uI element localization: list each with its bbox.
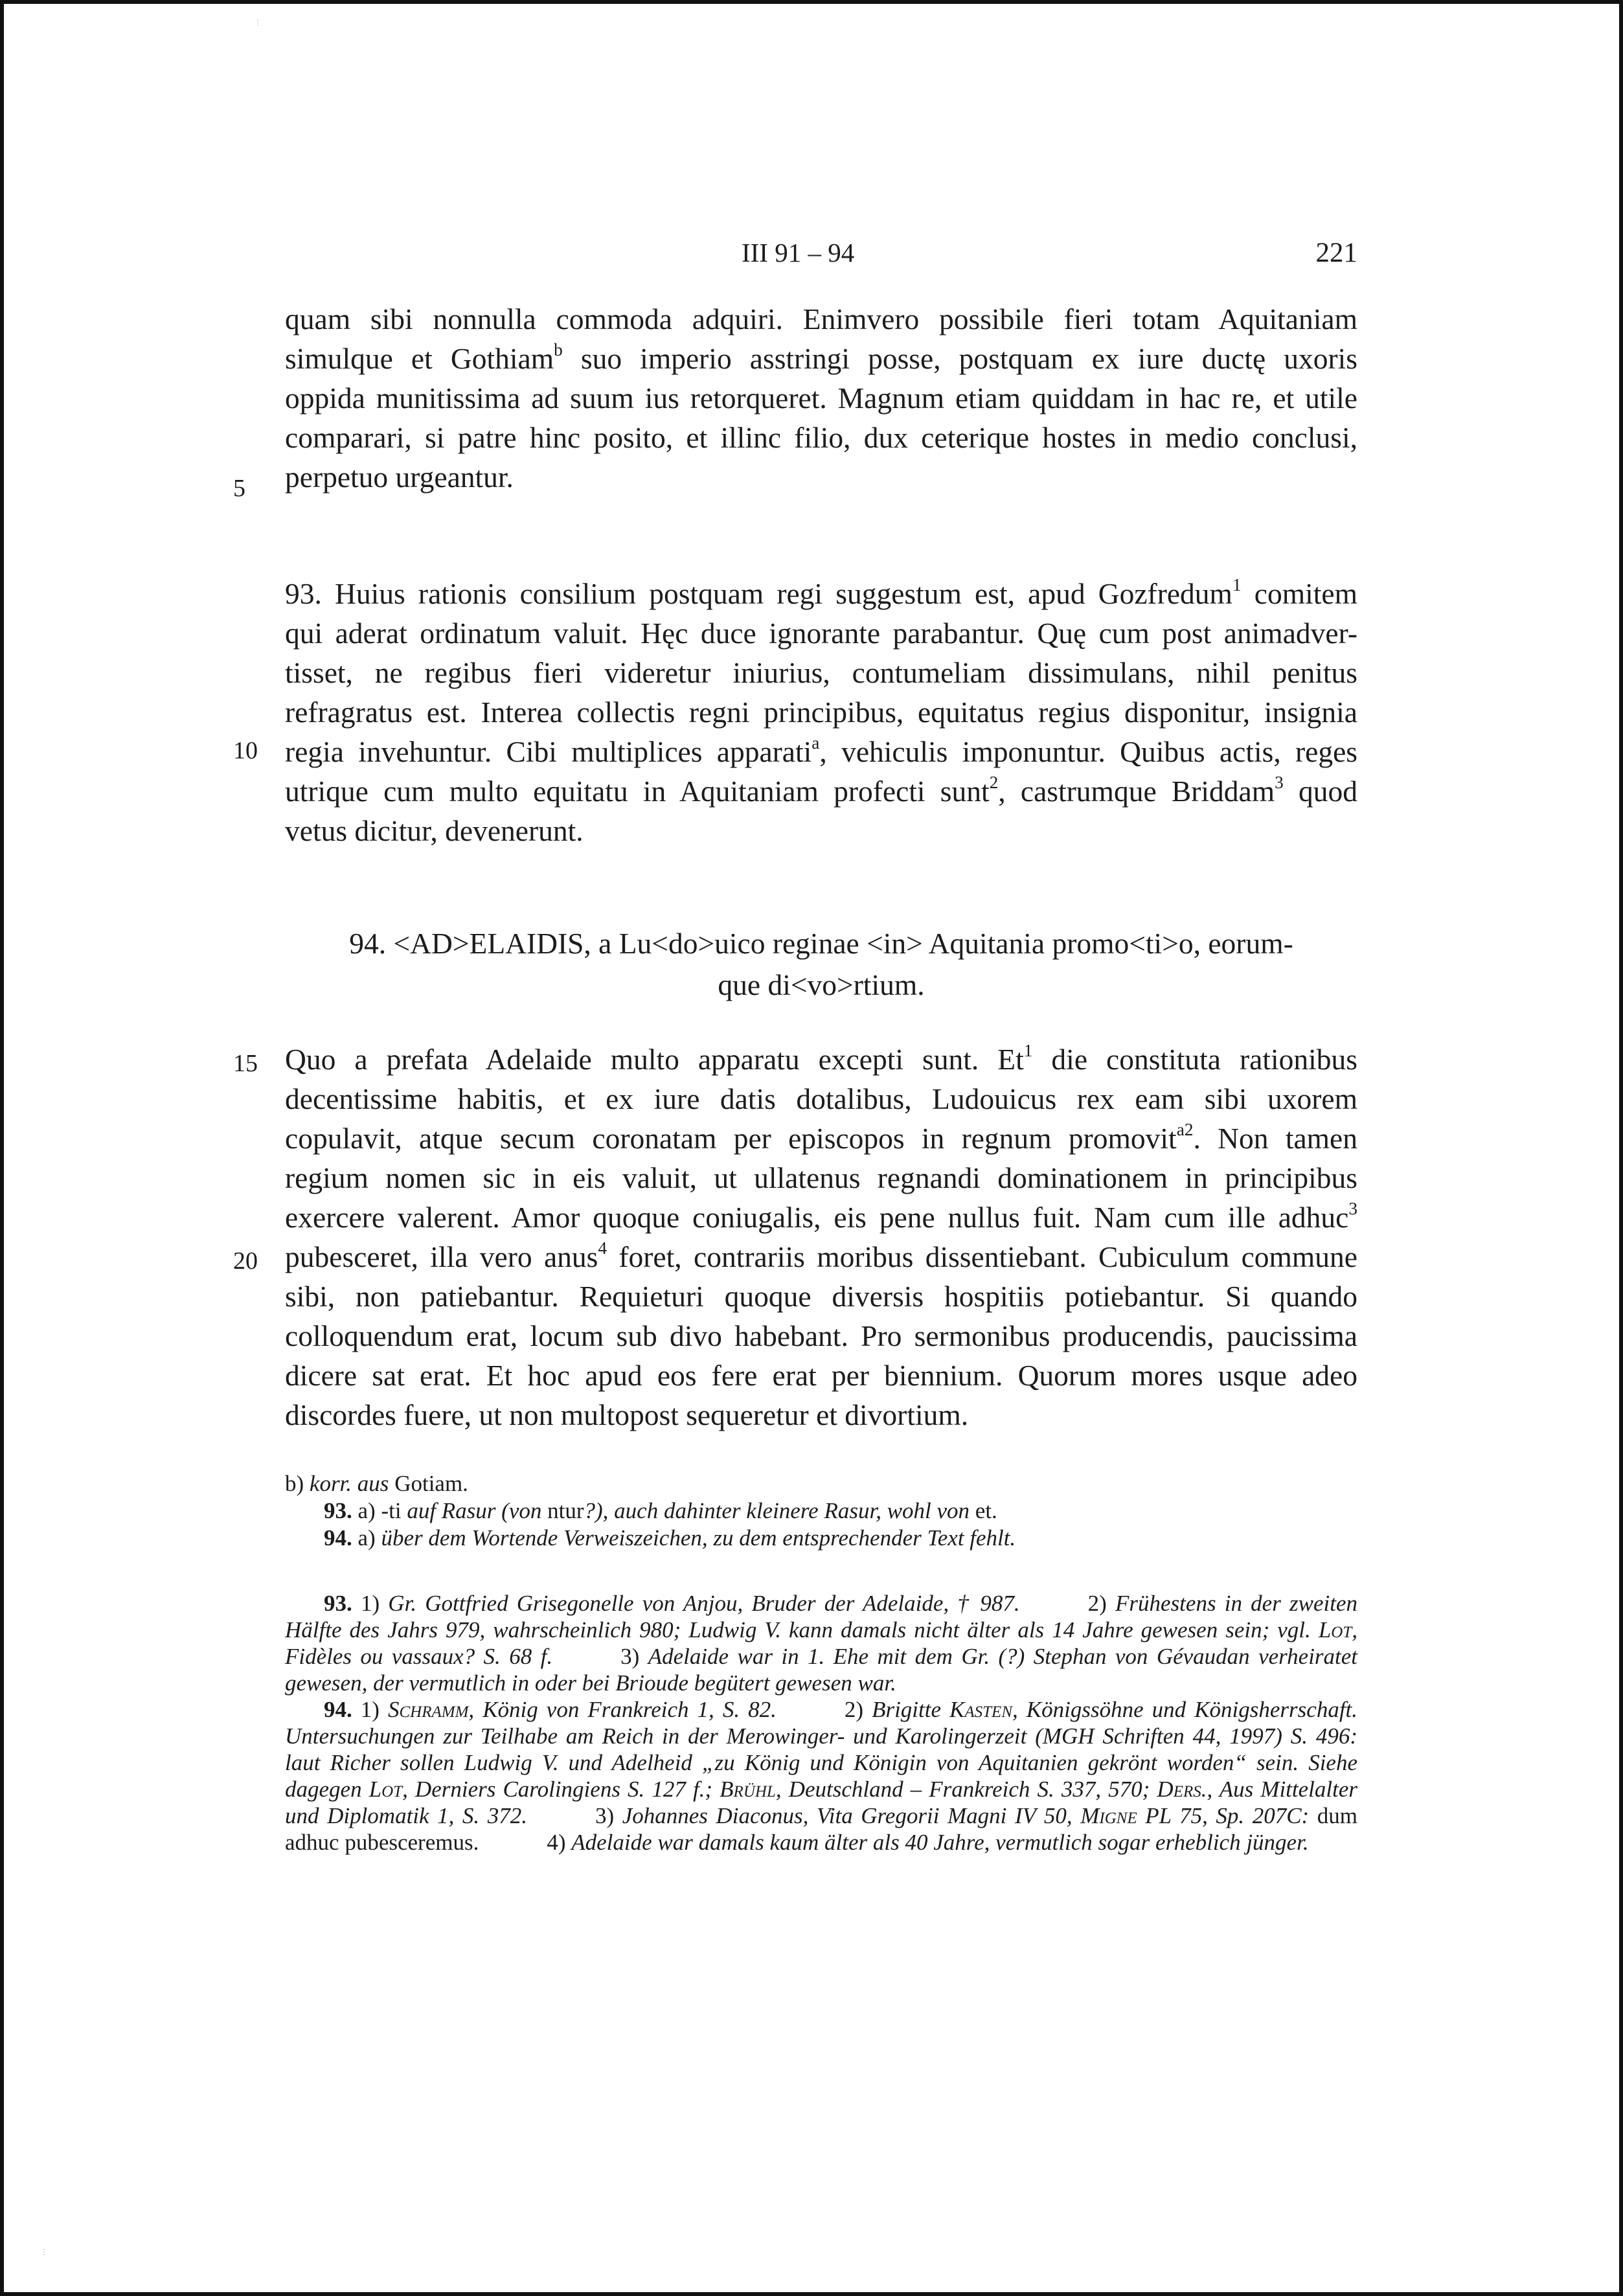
apparatus-note-93: 93. a) -ti auf Rasur (von ntur?), auch dahinter kleinere Rasur, wohl von et. [324, 1498, 997, 1523]
paragraph-92 [285, 299, 1357, 497]
text-line: dicere sat erat. Et hoc apud eos fere erat per biennium. Quorum mores usque adeo [285, 1359, 1357, 1392]
text-line: decentissime habitis, et ex iure datis dotalibus, Ludouicus rex eam sibi uxorem [285, 1082, 1357, 1115]
paragraph-94 [285, 1040, 1357, 1435]
footnotes [285, 1590, 1357, 1856]
text-line: exercere valerent. Amor quoque coniugalis, eis pene nullus fuit. Nam cum ille adhuc$^3$ [285, 1198, 1357, 1234]
footnote-block-94: 94. 1) Schramm, König von Frankreich 1, S. 82. 2) Brigitte Kasten, Königssöhne und Königsherrschaft. Untersuchungen zur Teilhabe am Reich in der Merowinger- und Karolingerzeit (MGH Schriften 44, 1997) S. 496: laut Richer sollen Ludwig V. und Adelheid „zu König und Königin von Aquitanien gekrönt worden“ sein. Siehe dagegen Lot, Derniers Carolingiens S. 127 f.; Brühl, Deutschland – Frankreich S. 337, 570; Ders., Aus Mittelalter und Diplomatik 1, S. 372. 3) Johannes Diaconus, Vita Gregorii Magni IV 50, Migne PL 75, Sp. 207C: dum adhuc pubesceremus. 4) Adelaide war damals kaum älter als 40 Jahre, vermutlich sogar erheblich jünger. [285, 1697, 1358, 1855]
text-line: vetus dicitur, devenerunt. [285, 814, 584, 847]
text-line: utrique cum multo equitatu in Aquitaniam profecti sunt$^2$, castrumque Briddam$^3$ quod [285, 772, 1358, 808]
footnote-ref: 4 [598, 1238, 607, 1258]
text-line: pubesceret, illa vero anus$^4$ foret, contrariis moribus dissentiebant. Cubiculum commune [285, 1238, 1357, 1273]
footnote-ref: 2 [989, 772, 999, 792]
text-line: tisset, ne regibus fieri videretur iniurius, contumeliam dissimulans, nihil penitus [285, 656, 1357, 689]
page-number: 221 [1315, 238, 1357, 268]
paragraph-93 [285, 574, 1357, 850]
text-line: oppida munitissima ad suum ius retorqueret. Magnum etiam quiddam in hac re, et utile [285, 381, 1357, 415]
text-line: refragratus est. Interea collectis regni principibus, equitatus regius disponitur, insignia [285, 696, 1357, 729]
footnote-ref: 3 [1275, 772, 1284, 792]
scan-speck: ⋮ [40, 2247, 48, 2256]
footnote-ref: b [554, 339, 563, 359]
text-line: copulavit, atque secum coronatam per episcopos in regnum promovit$^{a2}$. Non tamen [285, 1119, 1357, 1155]
footnote-ref: 3 [1348, 1198, 1357, 1218]
chapter-heading-94 [285, 923, 1357, 1006]
running-title: III 91 – 94 [742, 238, 855, 267]
scan-speck: ⋮ [254, 18, 262, 27]
apparatus-note-b: b) korr. aus Gotiam. [285, 1471, 468, 1496]
critical-apparatus [285, 1470, 1357, 1552]
line-number: 10 [233, 737, 258, 764]
text-line: quam sibi nonnulla commoda adquiri. Enimvero possibile fieri totam Aquitaniam [285, 302, 1357, 335]
text-line: 93. Huius rationis consilium postquam regi suggestum est, apud Gozfredum$^1$ comitem [285, 574, 1357, 610]
footnote-ref: 1 [1023, 1040, 1033, 1060]
footnote-ref: 1 [1232, 574, 1242, 595]
footnote-ref: a2 [1176, 1119, 1194, 1139]
text-line: comparari, si patre hinc posito, et illinc filio, dux ceterique hostes in medio conclusi, [285, 421, 1357, 454]
heading-line: que di<vo>rtium. [718, 968, 925, 1001]
text-line: simulque et Gothiam$^b$ suo imperio asstringi posse, postquam ex iure ductę uxoris [285, 339, 1358, 375]
text-line: colloquendum erat, locum sub divo habebant. Pro sermonibus producendis, paucissima [285, 1319, 1357, 1352]
text-line: regium nomen sic in eis valuit, ut ullatenus regnandi dominationem in principibus [285, 1161, 1357, 1194]
footnote-block-93: 93. 1) Gr. Gottfried Grisegonelle von Anjou, Bruder der Adelaide, † 987. 2) Frühestens in der zweiten Hälfte des Jahrs 979, wahrscheinlich 980; Ludwig V. kann damals nicht älter als 14 Jahre gewesen sein; vgl. Lot, Fidèles ou vassaux? S. 68 f. 3) Adelaide war in 1. Ehe mit dem Gr. (?) Stephan von Gévaudan verheiratet gewesen, der vermutlich in oder bei Brioude begütert gewesen war. [285, 1591, 1358, 1696]
text-line: Quo a prefata Adelaide multo apparatu excepti sunt. Et$^1$ die constituta rationibus [285, 1040, 1357, 1076]
text-line: perpetuo urgeantur. [285, 460, 514, 494]
text-line: sibi, non patiebantur. Requieturi quoque diversis hospitiis potiebantur. Si quando [285, 1280, 1357, 1313]
footnote-ref: a [812, 733, 820, 753]
text-line: discordes fuere, ut non multopost sequeretur et divortium. [285, 1398, 969, 1431]
line-number: 5 [233, 475, 245, 502]
text-line: regia invehuntur. Cibi multiplices apparati$^a$, vehiculis imponuntur. Quibus actis, reges [285, 733, 1358, 768]
line-number: 15 [233, 1050, 258, 1077]
text-line: qui aderat ordinatum valuit. Hęc duce ignorante parabantur. Quę cum post animadver- [285, 617, 1357, 650]
line-number: 20 [233, 1247, 258, 1275]
apparatus-note-94: 94. a) über dem Wortende Verweiszeichen, zu dem entsprechender Text fehlt. [324, 1525, 1016, 1551]
heading-line: 94. <AD>ELAIDIS, a Lu<do>uico reginae <in> Aquitania promo<ti>o, eorum- [349, 927, 1293, 960]
